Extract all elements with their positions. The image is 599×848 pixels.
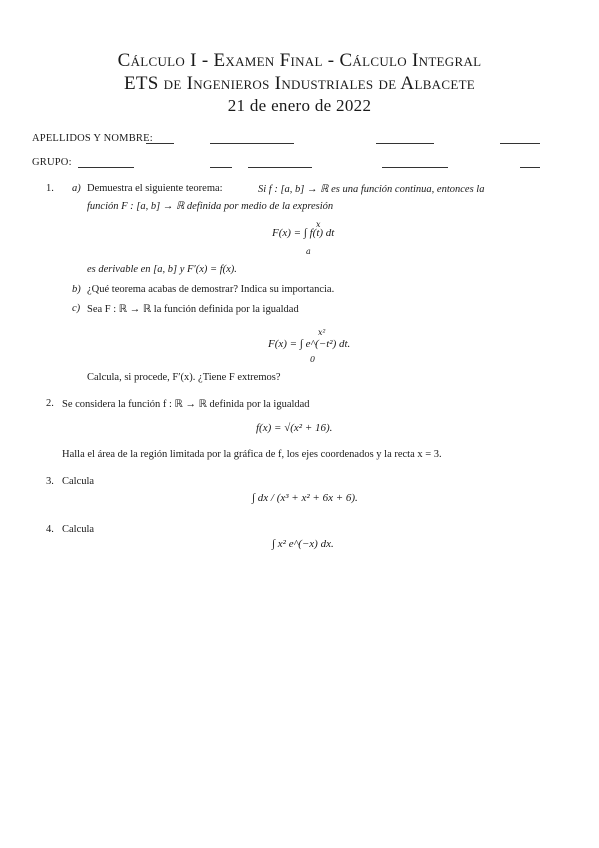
problem-4-text: Calcula: [62, 524, 95, 535]
problem-1a-label: a): [72, 183, 81, 194]
problem-1b-label: b): [72, 284, 81, 295]
group-blank[interactable]: [210, 167, 232, 168]
group-blank[interactable]: [382, 167, 448, 168]
surname-label: APELLIDOS Y NOMBRE:: [32, 133, 153, 144]
problem-3-text: Calcula: [62, 476, 95, 487]
problem-2-formula: f(x) = √(x² + 16).: [256, 422, 333, 434]
problem-1a-text-3: es derivable en [a, b] y F′(x) = f(x).: [87, 264, 237, 275]
surname-blank[interactable]: [210, 143, 294, 144]
problem-1-number: 1.: [46, 183, 54, 194]
problem-1a-text-2: función F : [a, b] → ℝ definida por medio de la expresión: [87, 201, 334, 212]
problem-3-formula: ∫ dx / (x³ + x² + 6x + 6).: [252, 492, 358, 504]
problem-2-text: Se considera la función f : ℝ → ℝ definida por la igualdad: [62, 399, 310, 410]
problem-1a-upper-limit: x: [316, 220, 321, 229]
problem-4-number: 4.: [46, 524, 54, 535]
problem-1c-lower-limit: 0: [310, 355, 316, 364]
surname-blank[interactable]: [500, 143, 540, 144]
problem-1c-label: c): [72, 303, 81, 314]
problem-2-text-2: Halla el área de la región limitada por la gráfica de f, los ejes coordenados y la recta x = 3.: [62, 449, 442, 460]
problem-1b-text: ¿Qué teorema acabas de demostrar? Indica su importancia.: [87, 284, 335, 295]
problem-3-number: 3.: [46, 476, 54, 487]
problem-1a-formula: F(x) = ∫ f(t) dt: [272, 227, 335, 239]
group-blank[interactable]: [78, 167, 134, 168]
school-name: ETS de Ingenieros Industriales de Albacete: [123, 73, 476, 94]
problem-1c-text: Sea F : ℝ → ℝ la función definida por la igualdad: [87, 304, 299, 315]
exam-title: Cálculo I - Examen Final - Cálculo Integral: [117, 50, 482, 71]
problem-4-formula: ∫ x² e^(−x) dx.: [272, 538, 334, 550]
surname-blank[interactable]: [146, 143, 174, 144]
problem-1a-text-italic: Si f : [a, b] → ℝ es una función continua, entonces la: [258, 184, 485, 195]
exam-date: 21 de enero de 2022: [227, 96, 372, 115]
problem-1a-lower-limit: a: [306, 247, 311, 256]
group-blank[interactable]: [520, 167, 540, 168]
problem-1c-upper-limit: x²: [318, 328, 326, 337]
group-blank[interactable]: [248, 167, 312, 168]
surname-blank[interactable]: [376, 143, 434, 144]
group-label: GRUPO:: [32, 157, 72, 168]
problem-1a-text: Demuestra el siguiente teorema:: [87, 183, 223, 194]
problem-1c-text-2: Calcula, si procede, F′(x). ¿Tiene F extremos?: [87, 372, 281, 383]
problem-1c-formula: F(x) = ∫ e^(−t²) dt.: [268, 338, 351, 350]
problem-2-number: 2.: [46, 398, 54, 409]
